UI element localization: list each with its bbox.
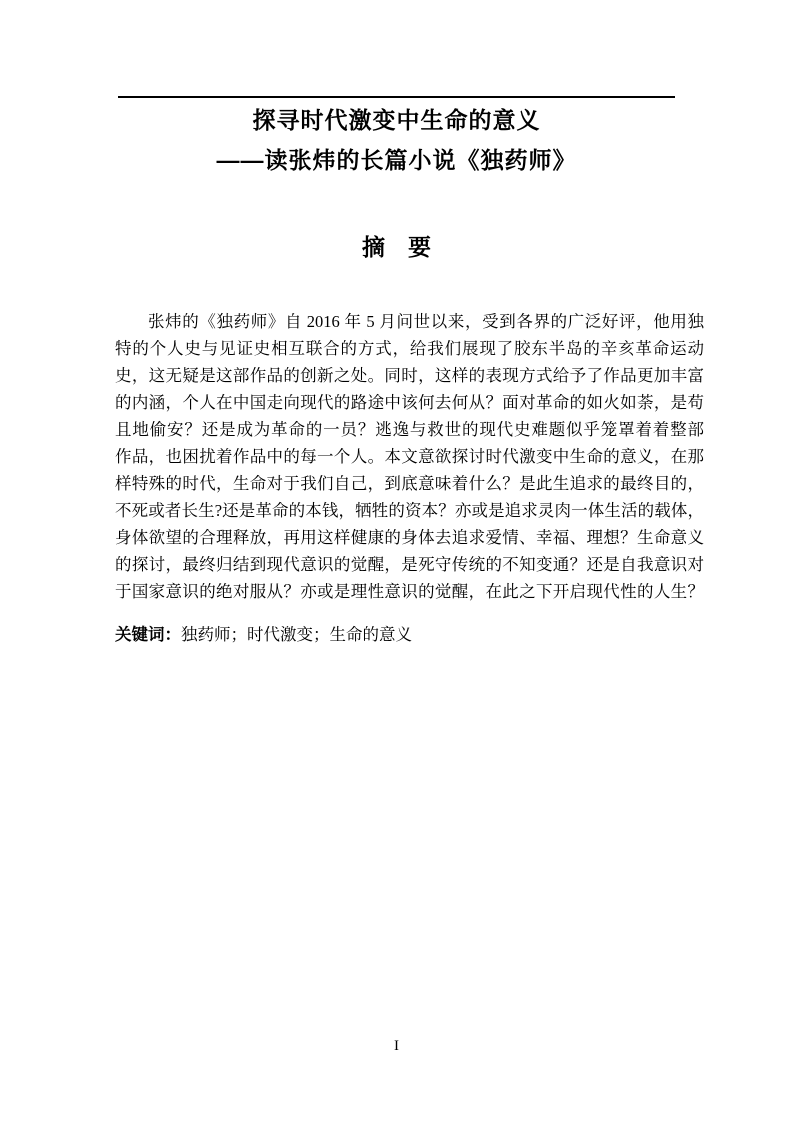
keywords-label: 关键词： — [115, 626, 181, 644]
abstract-line: 且地偷安？还是成为革命的一员？逃逸与救世的现代史难题似乎笼罩着着整部 — [115, 420, 704, 439]
abstract-line: 史，这无疑是这部作品的创新之处。同时，这样的表现方式给予了作品更加丰富 — [115, 366, 704, 385]
abstract-line: 作品，也困扰着作品中的每一个人。本文意欲探讨时代激变中生命的意义，在那 — [115, 447, 704, 466]
abstract-line: 不死或者长生?还是革命的本钱，牺牲的资本？亦或是追求灵肉一体生活的载体， — [115, 501, 704, 520]
keywords-line — [115, 621, 704, 649]
abstract-line: 的探讨，最终归结到现代意识的觉醒，是死守传统的不知变通？还是自我意识对 — [115, 555, 704, 574]
paper-subtitle: ——读张炜的长篇小说《独药师》 — [216, 147, 577, 173]
keywords-text: 独药师；时代激变；生命的意义 — [181, 625, 412, 644]
abstract-line: 张炜的《独药师》自 2016 年 5 月问世以来，受到各界的广泛好评，他用独 — [148, 312, 704, 331]
abstract-line: 于国家意识的绝对服从？亦或是理性意识的觉醒，在此之下开启现代性的人生？ — [115, 582, 704, 601]
abstract-line: 身体欲望的合理释放，再用这样健康的身体去追求爱情、幸福、理想？生命意义 — [115, 528, 704, 547]
header-rule — [118, 96, 675, 98]
abstract-line: 的内涵，个人在中国走向现代的路途中该何去何从？面对革命的如火如荼，是苟 — [115, 393, 704, 412]
abstract-line: 特的个人史与见证史相互联合的方式，给我们展现了胶东半岛的辛亥革命运动 — [115, 339, 704, 358]
page-number: I — [394, 1038, 399, 1054]
abstract-line: 样特殊的时代，生命对于我们自己，到底意味着什么？是此生追求的最终目的， — [115, 474, 704, 493]
abstract-paragraph — [115, 308, 704, 605]
abstract-heading: 摘 要 — [362, 234, 431, 260]
paper-title: 探寻时代激变中生命的意义 — [252, 107, 541, 133]
